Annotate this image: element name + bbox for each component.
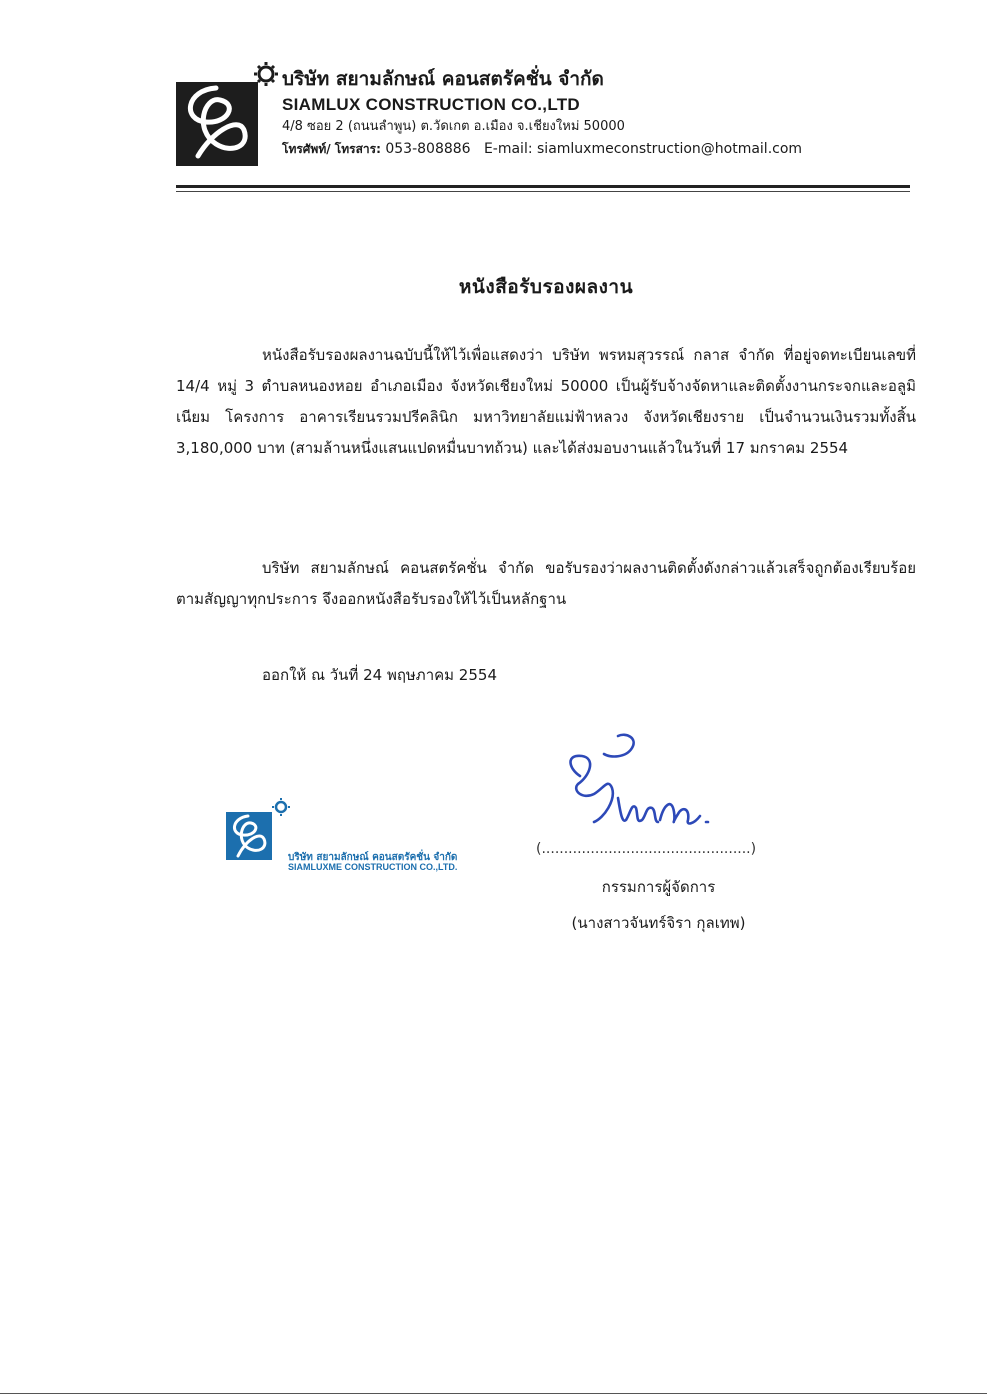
email-label: E-mail: — [483, 141, 533, 157]
body-paragraph-2: บริษัท สยามลักษณ์ คอนสตรัคชั่น จำกัด ขอรับรองว่าผลงานติดตั้งดังกล่าวแล้วเสร็จถูกต้องเรียบร้อยตามสัญญาทุกประการ จึงออกหนังสือรับรองให้ไว้เป็นหลักฐาน — [176, 559, 916, 608]
stamp-company-thai: บริษัท สยามลักษณ์ คอนสตรัคชั่น จำกัด — [288, 852, 458, 863]
email-address: siamluxmeconstruction@hotmail.com — [537, 141, 803, 157]
signer-role: กรรมการผู้จัดการ — [601, 878, 716, 896]
company-logo-icon — [176, 60, 286, 170]
stamp-company-english: SIAMLUXME CONSTRUCTION CO.,LTD. — [288, 862, 458, 872]
company-address: 4/8 ซอย 2 (ถนนลำพูน) ต.วัดเกต อ.เมือง จ.เชียงใหม่ 50000 — [282, 119, 625, 134]
letterhead — [282, 66, 922, 160]
company-name-thai: บริษัท สยามลักษณ์ คอนสตรัคชั่น จำกัด — [282, 68, 604, 90]
phone-label: โทรศัพท์/ โทรสาร: — [282, 142, 381, 156]
handwritten-signature — [560, 728, 720, 838]
document-title: หนังสือรับรองผลงาน — [458, 276, 634, 298]
header-divider-thick — [176, 185, 910, 188]
company-stamp-icon — [226, 798, 292, 864]
body-paragraph-1: หนังสือรับรองผลงานฉบับนี้ให้ไว้เพื่อแสดงว่า บริษัท พรหมสุวรรณ์ กลาส จำกัด ที่อยู่จดทะเบียนเลขที่ 14/4 หมู่ 3 ตำบลหนองหอย อำเภอเมือง จังหวัดเชียงใหม่ 50000 เป็นผู้รับจ้างจัดหาและติดตั้งงานกระจกและอลูมิเนียม โครงการ อาคารเรียนรวมปรีคลินิก มหาวิทยาลัยแม่ฟ้าหลวง จังหวัดเชียงราย เป็นจำนวนเงินรวมทั้งสิ้น 3,180,000 บาท (สามล้านหนึ่งแสนแปดหมื่นบาทถ้วน) และได้ส่งมอบงานแล้วในวันที่ 17 มกราคม 2554 — [176, 346, 916, 457]
signature-line: (...............................................) — [536, 841, 757, 857]
issue-date: ออกให้ ณ วันที่ 24 พฤษภาคม 2554 — [262, 666, 497, 684]
company-name-english: SIAMLUX CONSTRUCTION CO.,LTD — [282, 95, 581, 114]
page-bottom-edge — [0, 1393, 987, 1394]
company-contact — [282, 138, 922, 160]
signer-name: (นางสาวจันทร์จิรา กุลเทพ) — [571, 914, 746, 932]
header-divider-thin — [176, 191, 910, 192]
phone-number: 053-808886 — [385, 141, 471, 157]
